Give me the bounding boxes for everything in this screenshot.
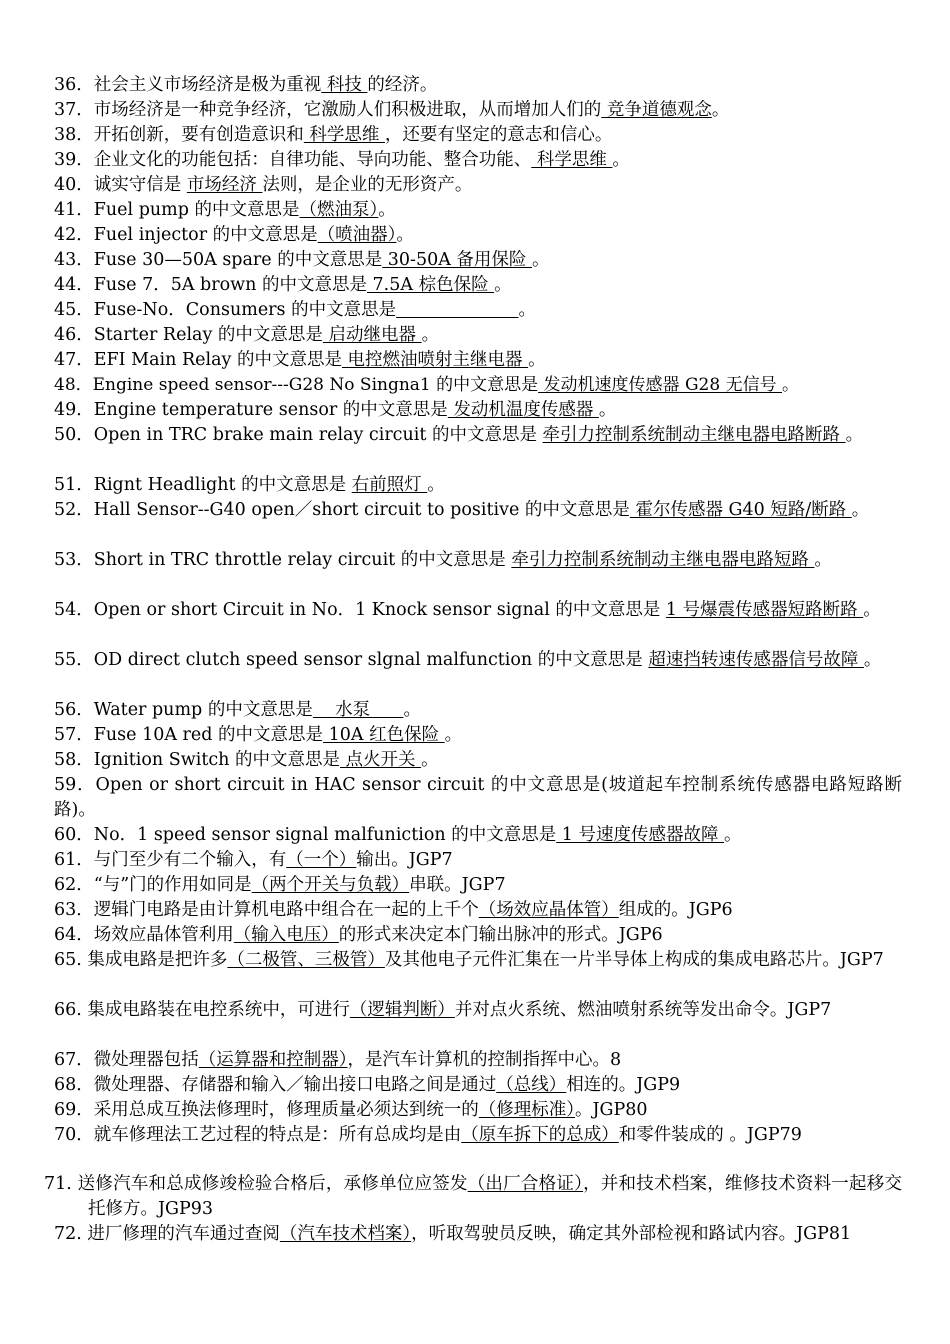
question-56: 56．Water pump 的中文意思是 水泵 。 bbox=[54, 700, 421, 720]
question-39: 39．企业文化的功能包括：自律功能、导向功能、整合功能、 科学思维 。 bbox=[54, 150, 630, 170]
question-41: 41．Fuel pump 的中文意思是（燃油泵）。 bbox=[54, 200, 396, 220]
answer-blank: 市场经济 bbox=[186, 175, 263, 195]
question-43: 43．Fuse 30—50A spare 的中文意思是 30-50A 备用保险 。 bbox=[54, 250, 550, 270]
question-64: 64．场效应晶体管利用（输入电压）的形式来决定本门输出脉冲的形式。JGP6 bbox=[54, 925, 663, 945]
question-38: 38．开拓创新，要有创造意识和 科学思维 ，还要有坚定的意志和信心。 bbox=[54, 125, 613, 145]
answer-blank: 右前照灯 bbox=[351, 475, 428, 495]
answer-blank: 点火开关 bbox=[339, 750, 422, 770]
answer-blank: （逻辑判断） bbox=[349, 1000, 455, 1020]
question-51: 51．Rignt Headlight 的中文意思是 右前照灯 。 bbox=[54, 475, 445, 495]
question-53: 53．Short in TRC throttle relay circuit 的中文意思是 牵引力控制系统制动主继电器电路短路 。 bbox=[54, 550, 832, 570]
answer-blank: 牵引力控制系统制动主继电器电路断路 bbox=[542, 425, 846, 445]
answer-blank: 科技 bbox=[321, 75, 368, 95]
question-60: 60．No．1 speed sensor signal malfuniction 的中文意思是 1 号速度传感器故障 。 bbox=[54, 825, 742, 845]
question-68: 68．微处理器、存储器和输入／输出接口电路之间是通过（总线）相连的。JGP9 bbox=[54, 1075, 681, 1095]
question-72: 72. 进厂修理的汽车通过查阅（汽车技术档案），听取驾驶员反映，确定其外部检视和路试内容。JGP81 bbox=[54, 1224, 852, 1244]
question-69: 69．采用总成互换法修理时，修理质量必须达到统一的（修理标准）。JGP80 bbox=[54, 1100, 648, 1120]
question-40: 40．诚实守信是 市场经济 法则，是企业的无形资产。 bbox=[54, 175, 473, 195]
question-57: 57．Fuse 10A red 的中文意思是 10A 红色保险 。 bbox=[54, 725, 463, 745]
question-59: 59．Open or short circuit in HAC sensor circuit 的中文意思是(坡道起车控制系统传感器电路短路断路)。 bbox=[54, 775, 902, 820]
answer-blank: （场效应晶体管） bbox=[478, 900, 619, 920]
question-71: 71. 送修汽车和总成修竣检验合格后，承修单位应签发（出厂合格证），并和技术档案，维修技术资料一起移交托修方。JGP93 bbox=[44, 1174, 902, 1219]
answer-blank: （燃油泵） bbox=[299, 200, 379, 220]
answer-blank: 7.5A 棕色保险 bbox=[366, 275, 495, 295]
answer-blank: 发动机温度传感器 bbox=[447, 400, 599, 420]
answer-blank: （两个开关与负载） bbox=[251, 875, 410, 895]
answer-blank: （总线） bbox=[496, 1075, 567, 1095]
question-48: 48．Engine speed sensor---G28 No Singna1 的中文意思是 发动机速度传感器 G28 无信号 。 bbox=[54, 375, 799, 395]
answer-blank: （原车拆下的总成） bbox=[461, 1125, 619, 1145]
answer-blank: （修理标准） bbox=[478, 1100, 576, 1120]
question-47: 47．EFI Main Relay 的中文意思是 电控燃油喷射主继电器 。 bbox=[54, 350, 546, 370]
answer-blank: 电控燃油喷射主继电器 bbox=[341, 350, 529, 370]
answer-blank: （运算器和控制器） bbox=[198, 1050, 348, 1070]
answer-blank bbox=[396, 300, 518, 320]
answer-blank: 启动继电器 bbox=[322, 325, 422, 345]
question-58: 58．Ignition Switch 的中文意思是 点火开关 。 bbox=[54, 750, 439, 770]
answer-blank: 发动机速度传感器 G28 无信号 bbox=[538, 375, 782, 395]
question-55: 55．OD direct clutch speed sensor slgnal malfunction 的中文意思是 超速挡转速传感器信号故障 。 bbox=[54, 650, 882, 670]
question-62: 62．“与”门的作用如同是（两个开关与负载）串联。JGP7 bbox=[54, 875, 506, 895]
answer-blank: 30-50A 备用保险 bbox=[382, 250, 532, 270]
answer-blank: （汽车技术档案） bbox=[279, 1224, 412, 1244]
answer-blank: 水泵 bbox=[312, 700, 404, 720]
question-37: 37．市场经济是一种竞争经济，它激励人们积极进取，从而增加人们的 竞争道德观念。 bbox=[54, 100, 730, 120]
answer-blank: 霍尔传感器 G40 短路/断路 bbox=[629, 500, 852, 520]
question-42: 42．Fuel injector 的中文意思是（喷油器）。 bbox=[54, 225, 414, 245]
question-65: 65. 集成电路是把许多（二极管、三极管）及其他电子元件汇集在一片半导体上构成的集成电路芯片。JGP7 bbox=[54, 950, 884, 970]
question-45: 45．Fuse-No．Consumers 的中文意思是 。 bbox=[54, 300, 536, 320]
answer-blank: 竞争道德观念 bbox=[601, 100, 712, 120]
answer-blank: （出厂合格证） bbox=[467, 1174, 584, 1194]
question-61: 61．与门至少有二个输入，有（一个）输出。JGP7 bbox=[54, 850, 453, 870]
answer-blank: （输入电压） bbox=[233, 925, 339, 945]
question-49: 49．Engine temperature sensor 的中文意思是 发动机温度传感器 。 bbox=[54, 400, 617, 420]
question-67: 67．微处理器包括（运算器和控制器），是汽车计算机的控制指挥中心。8 bbox=[54, 1050, 622, 1070]
answer-blank: （一个） bbox=[286, 850, 357, 870]
answer-blank: 科学思维 bbox=[303, 125, 385, 145]
answer-blank: （喷油器） bbox=[317, 225, 397, 245]
answer-blank: 科学思维 bbox=[531, 150, 613, 170]
question-52: 52．Hall Sensor--G40 open／short circuit to positive 的中文意思是 霍尔传感器 G40 短路/断路 。 bbox=[54, 500, 870, 520]
question-70: 70．就车修理法工艺过程的特点是：所有总成均是由（原车拆下的总成）和零件装成的 。JGP79 bbox=[54, 1125, 802, 1145]
answer-blank: 牵引力控制系统制动主继电器电路短路 bbox=[511, 550, 815, 570]
question-36: 36．社会主义市场经济是极为重视 科技 的经济。 bbox=[54, 75, 438, 95]
question-46: 46．Starter Relay 的中文意思是 启动继电器 。 bbox=[54, 325, 440, 345]
question-66: 66. 集成电路装在电控系统中，可进行（逻辑判断）并对点火系统、燃油喷射系统等发出命令。JGP7 bbox=[54, 1000, 832, 1020]
question-63: 63．逻辑门电路是由计算机电路中组合在一起的上千个（场效应晶体管）组成的。JGP6 bbox=[54, 900, 733, 920]
question-50: 50．Open in TRC brake main relay circuit 的中文意思是 牵引力控制系统制动主继电器电路断路 。 bbox=[54, 425, 864, 445]
answer-blank: 1 号速度传感器故障 bbox=[556, 825, 725, 845]
answer-blank: 1 号爆震传感器短路断路 bbox=[665, 600, 864, 620]
answer-blank: （二极管、三极管） bbox=[227, 950, 385, 970]
question-54: 54．Open or short Circuit in No．1 Knock sensor signal 的中文意思是 1 号爆震传感器短路断路 。 bbox=[54, 600, 881, 620]
answer-blank: 10A 红色保险 bbox=[323, 725, 445, 745]
question-44: 44．Fuse 7．5A brown 的中文意思是 7.5A 棕色保险 。 bbox=[54, 275, 512, 295]
answer-blank: 超速挡转速传感器信号故障 bbox=[648, 650, 864, 670]
